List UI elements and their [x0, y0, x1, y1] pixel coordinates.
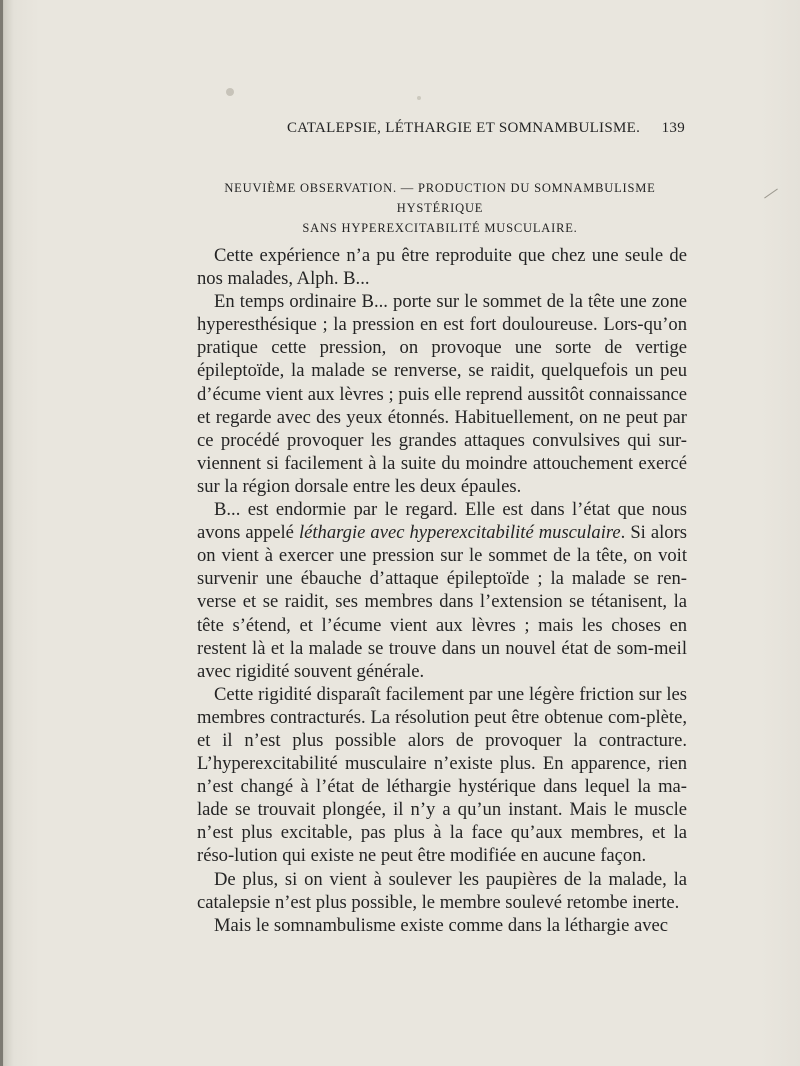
observation-title-line-1: NEUVIÈME OBSERVATION. — PRODUCTION DU SOMNAMBULISME HYSTÉRIQUE [224, 181, 656, 215]
paper-spot [417, 96, 421, 100]
paragraph-3-text-before: B... est endormie par le regard. Elle est dans l’état que nous avons appelé [197, 499, 687, 544]
paragraph-2: En temps ordinaire B... porte sur le sommet de la tête une zone hyperesthésique ; la pression en est fort douloureuse. Lors-qu’on pratique cette pression, on provoque une sorte de vertige épileptoïde, la malade se renverse, se raidit, quelquefois un peu d’écume vient aux lèvres ; puis elle reprend aussitôt connaissance et regarde avec des yeux étonnés. Habituellement, on ne peut par ce procédé provoquer les grandes attaques convulsives qui sur-viennent si facilement à la suite du moindre attouchement exercé sur la région dorsale entre les deux épaules. [197, 291, 687, 497]
body-text [197, 244, 687, 937]
page-number: 139 [661, 120, 685, 136]
running-title: CATALEPSIE, LÉTHARGIE ET SOMNAMBULISME. [287, 120, 641, 136]
paragraph-3-text-after: . Si alors on vient à exercer une pression sur le sommet de la tête, on voit survenir une ébauche d’attaque épileptoïde ; la malade se ren-verse et se raidit, ses membres dans l’extension se tétanisent, la tête s’étend, et l’écume vient aux lèvres ; mais les choses en restent là et la malade se trouve dans un nouvel état de som-meil avec rigidité souvent générale. [197, 522, 687, 682]
observation-title [195, 178, 685, 238]
running-head [195, 120, 685, 142]
page-spine-shadow [0, 0, 3, 1066]
paragraph-3 [197, 498, 687, 683]
observation-title-line-2: SANS HYPEREXCITABILITÉ MUSCULAIRE. [302, 221, 578, 235]
paragraph-6: Mais le somnambulisme existe comme dans la léthargie avec [214, 914, 669, 936]
paper-spot [226, 88, 234, 96]
italic-term: léthargie avec hyperexcitabilité musculaire [298, 522, 621, 544]
paragraph-4: Cette rigidité disparaît facilement par une légère friction sur les membres contracturés. La résolution peut être obtenue com-plète, et il n’est plus possible alors de provoquer la contracture. L’hyperexcitabilité musculaire n’existe plus. En apparence, rien n’est changé à l’état de léthargie hystérique dans lequel la ma-lade se trouvait plongée, il n’y a qu’un instant. Mais le muscle n’est plus excitable, pas plus à la face qu’aux membres, et la réso-lution qui existe ne peut être modifiée en aucune façon. [197, 683, 687, 867]
paragraph-1: Cette expérience n’a pu être reproduite que chez une seule de nos malades, Alph. B... [197, 245, 687, 290]
pencil-mark [764, 189, 778, 199]
paragraph-5: De plus, si on vient à soulever les paupières de la malade, la catalepsie n’est plus possible, le membre soulevé retombe inerte. [197, 868, 687, 913]
